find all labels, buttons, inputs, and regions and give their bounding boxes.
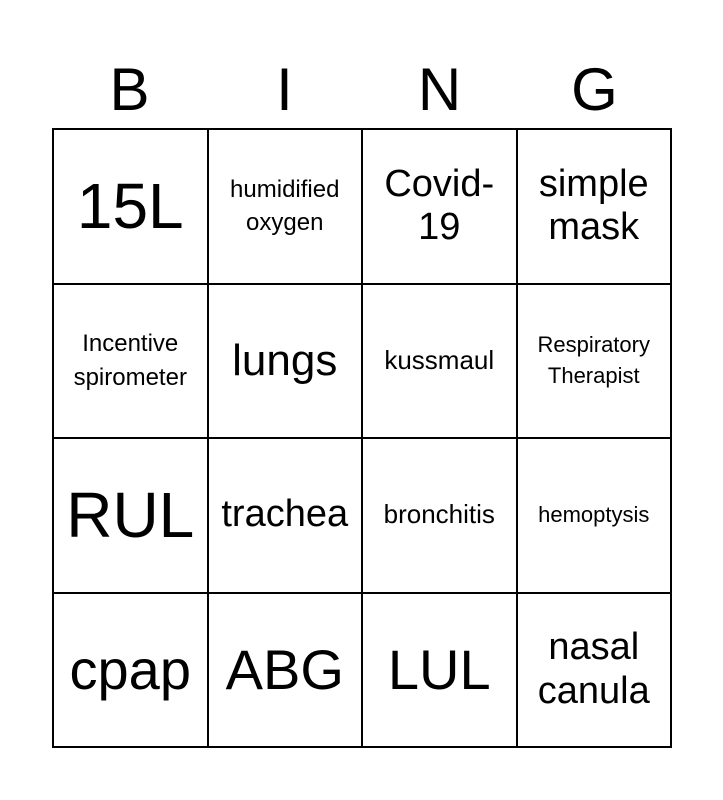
bingo-board — [52, 128, 672, 748]
bingo-cell[interactable]: simple mask — [518, 130, 673, 285]
bingo-cell[interactable]: lungs — [209, 285, 364, 440]
bingo-cell[interactable]: hemoptysis — [518, 439, 673, 594]
bingo-header — [52, 52, 672, 128]
bingo-cell[interactable]: kussmaul — [363, 285, 518, 440]
header-letter-n: N — [417, 56, 462, 123]
bingo-cell[interactable]: Respiratory Therapist — [518, 285, 673, 440]
bingo-cell[interactable]: RUL — [54, 439, 209, 594]
bingo-cell[interactable]: bronchitis — [363, 439, 518, 594]
bingo-cell[interactable]: humidified oxygen — [209, 130, 364, 285]
bingo-cell[interactable]: Incentive spirometer — [54, 285, 209, 440]
header-letter-b: B — [109, 56, 150, 123]
bingo-cell[interactable]: trachea — [209, 439, 364, 594]
bingo-cell[interactable]: cpap — [54, 594, 209, 749]
header-letter-g: G — [571, 56, 618, 123]
bingo-cell[interactable]: LUL — [363, 594, 518, 749]
bingo-cell[interactable]: nasal canula — [518, 594, 673, 749]
bingo-cell[interactable]: ABG — [209, 594, 364, 749]
bingo-cell[interactable]: 15L — [54, 130, 209, 285]
header-letter-i: I — [276, 56, 293, 123]
bingo-cell[interactable]: Covid-19 — [363, 130, 518, 285]
